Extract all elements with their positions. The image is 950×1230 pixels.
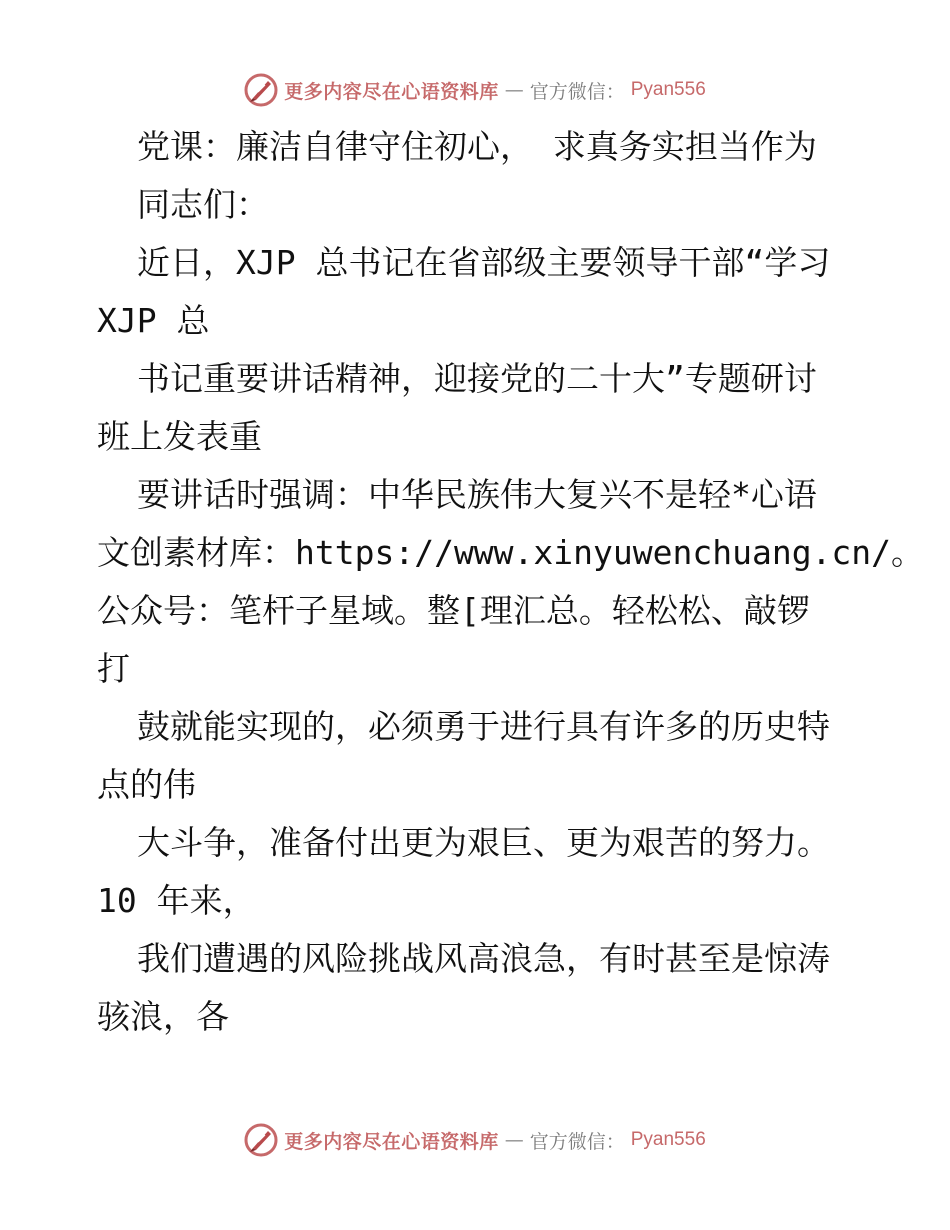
header-banner-text: 更多内容尽在心语资料库 (284, 80, 499, 103)
footer-banner (0, 1120, 950, 1160)
doc-line: 公众号：笔杆子星域。整[理汇总。轻松松、敲锣 (97, 591, 810, 630)
doc-line: 班上发表重 (97, 417, 262, 456)
footer-wechat-id: Pyan556 (630, 1129, 706, 1150)
doc-line: 打 (97, 649, 130, 688)
doc-line-title: 党课：廉洁自律守住初心， 求真务实担当作为 (137, 127, 817, 166)
header-wechat-id: Pyan556 (630, 79, 706, 100)
doc-line: 文创素材库：https://www.xinyuwenchuang.cn/。 (97, 533, 925, 572)
header-banner-dash: — (504, 79, 524, 101)
document-body (97, 118, 925, 1046)
footer-wechat-label: 官方微信： (529, 1130, 625, 1153)
footer-banner-dash: — (504, 1129, 524, 1151)
footer-banner-text: 更多内容尽在心语资料库 (284, 1130, 499, 1153)
doc-line: 书记重要讲话精神，迎接党的二十大”专题研讨 (137, 359, 817, 398)
doc-line: 点的伟 (97, 765, 196, 804)
feather-pen-logo-icon (244, 1123, 278, 1157)
doc-line: 同志们： (137, 185, 269, 224)
doc-line: 骇浪，各 (97, 997, 229, 1036)
doc-line: XJP 总 (97, 301, 210, 340)
doc-line: 大斗争，准备付出更为艰巨、更为艰苦的努力。 (137, 823, 830, 862)
footer-banner-content (244, 1123, 706, 1157)
doc-line: 我们遭遇的风险挑战风高浪急，有时甚至是惊涛 (137, 939, 830, 978)
feather-pen-logo-icon (244, 73, 278, 107)
doc-line: 鼓就能实现的，必须勇于进行具有许多的历史特 (137, 707, 830, 746)
header-banner-content (244, 73, 706, 107)
header-wechat-label: 官方微信： (529, 80, 625, 103)
doc-line: 近日，XJP 总书记在省部级主要领导干部“学习 (137, 243, 831, 282)
header-banner (0, 70, 950, 110)
doc-line: 10 年来， (97, 881, 256, 920)
doc-line: 要讲话时强调：中华民族伟大复兴不是轻*心语 (137, 475, 817, 514)
